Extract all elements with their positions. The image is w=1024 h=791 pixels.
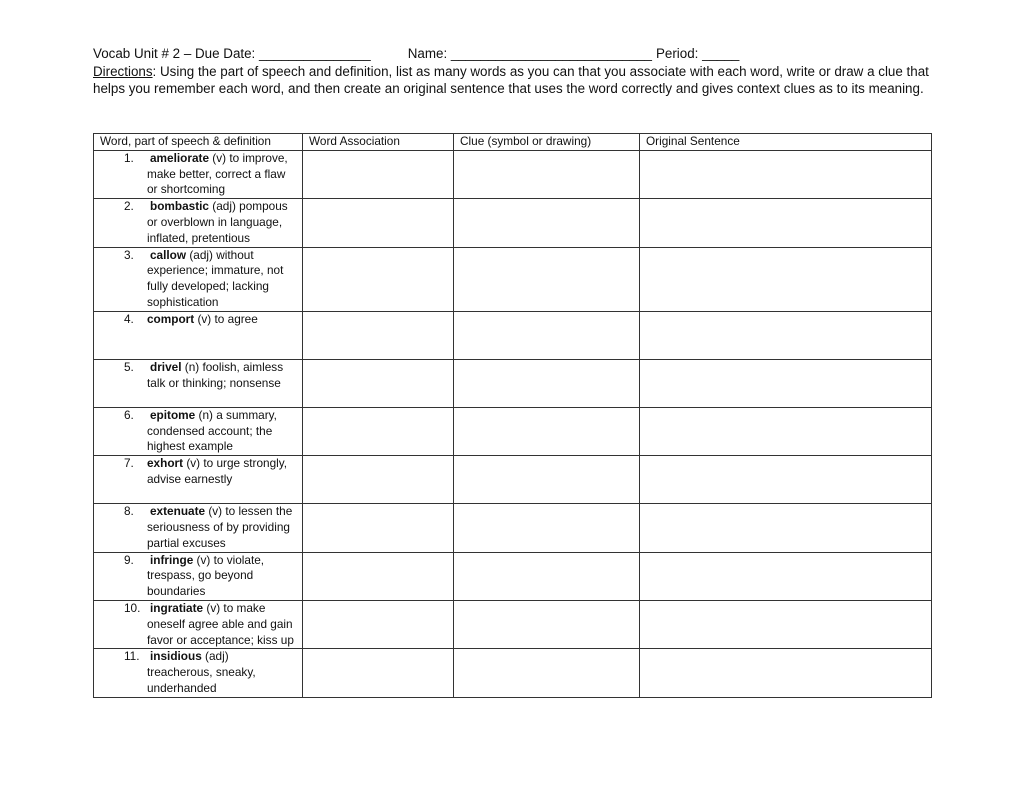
vocab-definition: (v) to violate, trespass, go beyond boundaries — [147, 552, 265, 599]
word-definition-cell — [94, 199, 303, 247]
table-body — [94, 150, 932, 697]
word-association-cell[interactable] — [303, 150, 454, 198]
vocab-table — [93, 133, 932, 698]
item-number: 8. — [124, 504, 134, 519]
vocab-definition: (n) foolish, aimless talk or thinking; nonsense — [147, 359, 284, 390]
item-number: 5. — [124, 359, 134, 374]
word-association-cell[interactable] — [303, 359, 454, 407]
original-sentence-cell[interactable] — [640, 311, 932, 359]
vocab-term: comport — [147, 311, 195, 326]
clue-cell[interactable] — [454, 504, 640, 552]
vocab-term: exhort — [147, 456, 184, 471]
clue-cell[interactable] — [454, 311, 640, 359]
item-number: 6. — [124, 407, 134, 422]
word-definition-cell — [94, 359, 303, 407]
item-number: 9. — [124, 552, 134, 567]
word-definition-cell — [94, 504, 303, 552]
clue-cell[interactable] — [454, 600, 640, 648]
item-number: 10. — [124, 600, 141, 615]
clue-cell[interactable] — [454, 407, 640, 455]
table-row — [94, 150, 932, 198]
original-sentence-cell[interactable] — [640, 600, 932, 648]
item-number: 11. — [124, 649, 140, 664]
word-association-cell[interactable] — [303, 407, 454, 455]
vocab-term: callow — [150, 247, 187, 262]
clue-cell[interactable] — [454, 247, 640, 311]
original-sentence-cell[interactable] — [640, 649, 932, 697]
table-row — [94, 649, 932, 697]
item-number: 4. — [124, 311, 134, 326]
directions — [93, 63, 933, 98]
table-row — [94, 407, 932, 455]
vocab-term: extenuate — [150, 504, 206, 519]
vocab-definition: (v) to agree — [194, 311, 258, 326]
unit-due-date-label: Vocab Unit # 2 – Due Date: _______________ — [93, 46, 371, 61]
original-sentence-cell[interactable] — [640, 150, 932, 198]
directions-text: : Using the part of speech and definition, list as many words as you can that you associate with each word, write or draw a clue that helps you remember each word, and then create an original sentence that uses the word correctly and gives context clues as to its meaning. — [93, 63, 929, 96]
column-header-clue: Clue (symbol or drawing) — [454, 134, 640, 151]
word-definition-cell — [94, 247, 303, 311]
word-association-cell[interactable] — [303, 199, 454, 247]
vocab-term: infringe — [150, 552, 194, 567]
original-sentence-cell[interactable] — [640, 456, 932, 504]
table-row — [94, 600, 932, 648]
word-definition-cell — [94, 456, 303, 504]
item-number: 1. — [124, 150, 134, 165]
column-header-association: Word Association — [303, 134, 454, 151]
word-association-cell[interactable] — [303, 247, 454, 311]
vocab-definition: (v) to lessen the seriousness of by providing partial excuses — [147, 504, 293, 550]
item-number: 3. — [124, 247, 134, 262]
table-row — [94, 359, 932, 407]
table-row — [94, 456, 932, 504]
vocab-term: bombastic — [150, 199, 209, 214]
word-definition-cell — [94, 600, 303, 648]
vocab-definition: (n) a summary, condensed account; the highest example — [147, 407, 277, 454]
item-number: 2. — [124, 199, 134, 214]
clue-cell[interactable] — [454, 649, 640, 697]
vocab-term: insidious — [150, 649, 202, 664]
clue-cell[interactable] — [454, 150, 640, 198]
header-line — [93, 45, 933, 63]
clue-cell[interactable] — [454, 199, 640, 247]
original-sentence-cell[interactable] — [640, 247, 932, 311]
vocab-term: epitome — [150, 407, 196, 422]
vocab-term: ameliorate — [150, 150, 210, 165]
original-sentence-cell[interactable] — [640, 359, 932, 407]
name-label: Name: ___________________________ — [407, 46, 652, 61]
directions-label: Directions — [93, 63, 153, 79]
vocab-term: drivel — [150, 359, 182, 374]
vocab-definition: (adj) without experience; immature, not fully developed; lacking sophistication — [147, 247, 284, 309]
table-row — [94, 199, 932, 247]
original-sentence-cell[interactable] — [640, 552, 932, 600]
word-definition-cell — [94, 311, 303, 359]
table-row — [94, 247, 932, 311]
word-association-cell[interactable] — [303, 600, 454, 648]
column-header-word: Word, part of speech & definition — [94, 134, 303, 151]
original-sentence-cell[interactable] — [640, 199, 932, 247]
word-definition-cell — [94, 552, 303, 600]
item-number: 7. — [124, 456, 134, 471]
word-association-cell[interactable] — [303, 552, 454, 600]
table-row — [94, 504, 932, 552]
word-definition-cell — [94, 150, 303, 198]
original-sentence-cell[interactable] — [640, 407, 932, 455]
word-association-cell[interactable] — [303, 456, 454, 504]
word-association-cell[interactable] — [303, 311, 454, 359]
column-header-sentence: Original Sentence — [640, 134, 932, 151]
worksheet-header — [93, 45, 933, 98]
word-definition-cell — [94, 407, 303, 455]
table-row — [94, 311, 932, 359]
clue-cell[interactable] — [454, 359, 640, 407]
vocab-definition: (adj) treacherous, sneaky, underhanded — [147, 649, 256, 695]
word-definition-cell — [94, 649, 303, 697]
table-row — [94, 552, 932, 600]
word-association-cell[interactable] — [303, 649, 454, 697]
vocab-term: ingratiate — [150, 600, 204, 615]
original-sentence-cell[interactable] — [640, 504, 932, 552]
vocab-definition: (v) to improve, make better, correct a flaw or shortcoming — [147, 150, 288, 197]
vocab-definition: (v) to urge strongly, advise earnestly — [147, 456, 288, 486]
table-header-row — [94, 134, 932, 151]
clue-cell[interactable] — [454, 456, 640, 504]
period-label: Period: _____ — [655, 46, 740, 61]
vocab-definition: (adj) pompous or overblown in language, inflated, pretentious — [147, 199, 288, 245]
vocab-definition: (v) to make oneself agree able and gain favor or acceptance; kiss up — [147, 600, 294, 647]
word-association-cell[interactable] — [303, 504, 454, 552]
clue-cell[interactable] — [454, 552, 640, 600]
